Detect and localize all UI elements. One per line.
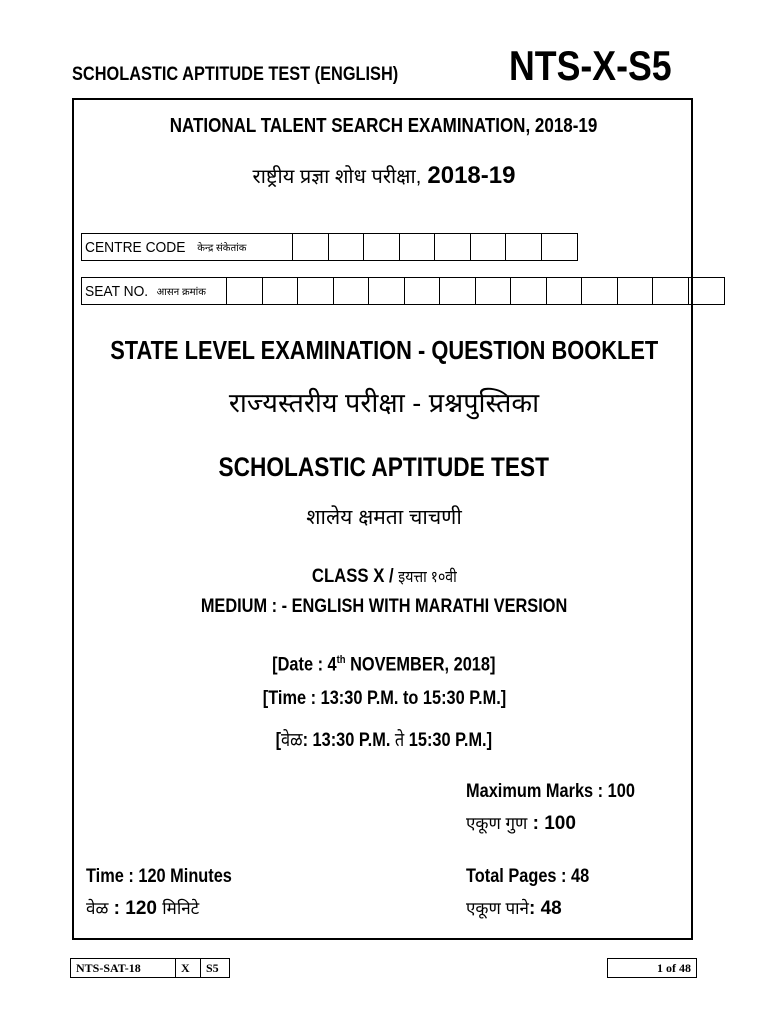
booklet-title-marathi: राज्यस्तरीय परीक्षा - प्रश्नपुस्तिका (228, 388, 540, 418)
centre-code-box[interactable] (293, 234, 329, 260)
total-pages-marathi: एकूण पाने: 48 (466, 898, 562, 919)
page-number: 1 of 48 (607, 958, 697, 978)
seat-number-label: SEAT NO. आसन क्रमांक (82, 278, 227, 304)
centre-code-box[interactable] (400, 234, 436, 260)
centre-code-field[interactable] (81, 233, 578, 261)
seat-number-box[interactable] (476, 278, 512, 304)
test-title: SCHOLASTIC APTITUDE TEST (218, 452, 550, 482)
footer-set: S5 (206, 960, 219, 975)
seat-number-box[interactable] (689, 278, 725, 304)
seat-number-field[interactable] (81, 277, 725, 305)
seat-number-box[interactable] (618, 278, 654, 304)
time-allowed: Time : 120 Minutes (86, 866, 232, 887)
exam-date: [Date : 4th NOVEMBER, 2018] (272, 654, 496, 676)
exam-title-marathi: राष्ट्रीय प्रज्ञा शोध परीक्षा, 2018-19 (252, 162, 516, 189)
seat-number-box[interactable] (369, 278, 405, 304)
footer-code-box (70, 958, 230, 978)
total-pages: Total Pages : 48 (466, 866, 590, 887)
exam-title: NATIONAL TALENT SEARCH EXAMINATION, 2018-19 (170, 115, 598, 137)
seat-number-box[interactable] (334, 278, 370, 304)
footer-code: NTS-SAT-18 (71, 959, 176, 977)
test-title-marathi: शालेय क्षमता चाचणी (306, 506, 462, 529)
seat-number-box[interactable] (440, 278, 476, 304)
centre-code-box[interactable] (471, 234, 507, 260)
subject-heading: SCHOLASTIC APTITUDE TEST (ENGLISH) (72, 64, 399, 85)
seat-number-box[interactable] (405, 278, 441, 304)
seat-number-box[interactable] (511, 278, 547, 304)
time-allowed-marathi: वेळ : 120 मिनिटे (86, 898, 200, 919)
total-marks-marathi: एकूण गुण : 100 (466, 813, 576, 834)
centre-code-box[interactable] (329, 234, 365, 260)
seat-number-box[interactable] (653, 278, 689, 304)
seat-number-box[interactable] (298, 278, 334, 304)
exam-time: [Time : 13:30 P.M. to 15:30 P.M.] (262, 688, 506, 709)
centre-code-box[interactable] (435, 234, 471, 260)
booklet-code: NTS-X-S5 (509, 42, 672, 89)
centre-code-label: CENTRE CODE केन्द्र संकेतांक (82, 234, 293, 260)
exam-time-marathi: [वेळ: 13:30 P.M. ते 15:30 P.M.] (275, 730, 493, 751)
class-line: CLASS X / इयत्ता १०वी (311, 566, 457, 587)
centre-code-box[interactable] (542, 234, 578, 260)
seat-number-box[interactable] (227, 278, 263, 304)
booklet-title: STATE LEVEL EXAMINATION - QUESTION BOOKLET (109, 335, 659, 365)
seat-number-box[interactable] (263, 278, 299, 304)
seat-number-box[interactable] (582, 278, 618, 304)
centre-code-box[interactable] (506, 234, 542, 260)
maximum-marks: Maximum Marks : 100 (466, 781, 635, 802)
footer-class: X (176, 959, 201, 977)
centre-code-box[interactable] (364, 234, 400, 260)
seat-number-box[interactable] (547, 278, 583, 304)
medium-line: MEDIUM : - ENGLISH WITH MARATHI VERSION (200, 596, 568, 617)
